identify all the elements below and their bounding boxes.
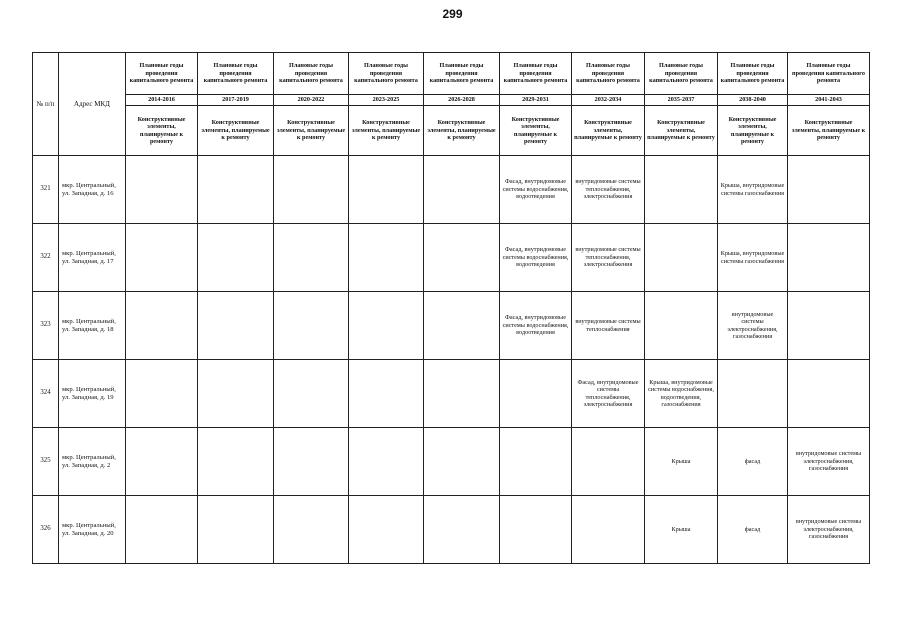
planned-works-cell — [126, 496, 198, 564]
planned-works-cell — [424, 428, 500, 496]
planned-works-cell: фасад — [718, 496, 788, 564]
period-elements: Конструктивные элементы, планируемые к ремонту — [500, 106, 572, 156]
planned-works-cell — [126, 428, 198, 496]
period-range: 2038-2040 — [718, 95, 788, 106]
planned-works-cell: Крыша, внутридомовые системы газоснабжения — [718, 156, 788, 224]
planned-works-cell — [572, 496, 645, 564]
planned-works-cell — [645, 156, 718, 224]
period-title: Плановые годы проведения капитального ремонта — [718, 53, 788, 95]
row-address: мкр. Центральный, ул. Западная, д. 16 — [59, 156, 126, 224]
period-title: Плановые годы проведения капитального ремонта — [126, 53, 198, 95]
planned-works-cell — [274, 360, 349, 428]
planned-works-cell — [718, 360, 788, 428]
row-number: 323 — [33, 292, 59, 360]
repair-plan-table — [32, 52, 870, 564]
planned-works-cell — [198, 156, 274, 224]
period-range: 2035-2037 — [645, 95, 718, 106]
planned-works-cell — [198, 428, 274, 496]
period-elements: Конструктивные элементы, планируемые к ремонту — [718, 106, 788, 156]
planned-works-cell — [424, 156, 500, 224]
planned-works-cell: Фасад, внутридомовые системы водоснабжения, водоотведения — [500, 156, 572, 224]
planned-works-cell — [126, 224, 198, 292]
row-number: 325 — [33, 428, 59, 496]
planned-works-cell: Крыша, внутридомовые системы водоснабжения, водоотведения, газоснабжения — [645, 360, 718, 428]
planned-works-cell: внутридомовые системы электроснабжения, газоснабжения — [718, 292, 788, 360]
planned-works-cell: внутридомовые системы электроснабжения, газоснабжения — [788, 428, 870, 496]
period-elements: Конструктивные элементы, планируемые к ремонту — [126, 106, 198, 156]
planned-works-cell: Крыша, внутридомовые системы газоснабжения — [718, 224, 788, 292]
header-row-years — [33, 53, 870, 95]
row-address: мкр. Центральный, ул. Западная, д. 19 — [59, 360, 126, 428]
period-elements: Конструктивные элементы, планируемые к ремонту — [274, 106, 349, 156]
address-column-header: Адрес МКД — [59, 53, 126, 156]
planned-works-cell — [198, 496, 274, 564]
planned-works-cell: Крыша — [645, 496, 718, 564]
period-range: 2041-2043 — [788, 95, 870, 106]
planned-works-cell: Фасад, внутридомовые системы водоснабжения, водоотведения — [500, 224, 572, 292]
planned-works-cell: внутридомовые системы электроснабжения, газоснабжения — [788, 496, 870, 564]
planned-works-cell — [424, 496, 500, 564]
row-address: мкр. Центральный, ул. Западная, д. 20 — [59, 496, 126, 564]
planned-works-cell — [500, 360, 572, 428]
planned-works-cell — [126, 360, 198, 428]
period-elements: Конструктивные элементы, планируемые к ремонту — [645, 106, 718, 156]
period-elements: Конструктивные элементы, планируемые к ремонту — [788, 106, 870, 156]
planned-works-cell — [274, 292, 349, 360]
row-number: 322 — [33, 224, 59, 292]
period-range: 2023-2025 — [349, 95, 424, 106]
row-address: мкр. Центральный, ул. Западная, д. 17 — [59, 224, 126, 292]
period-title: Плановые годы проведения капитального ремонта — [424, 53, 500, 95]
period-title: Плановые годы проведения капитального ремонта — [645, 53, 718, 95]
period-range: 2017-2019 — [198, 95, 274, 106]
row-number: 324 — [33, 360, 59, 428]
planned-works-cell — [274, 224, 349, 292]
planned-works-cell — [500, 496, 572, 564]
planned-works-cell — [198, 292, 274, 360]
planned-works-cell: фасад — [718, 428, 788, 496]
period-range: 2026-2028 — [424, 95, 500, 106]
period-range: 2014-2016 — [126, 95, 198, 106]
planned-works-cell — [788, 292, 870, 360]
period-title: Плановые годы проведения капитального ремонта — [500, 53, 572, 95]
planned-works-cell: Фасад, внутридомовые системы водоснабжения, водоотведения — [500, 292, 572, 360]
period-title: Плановые годы проведения капитального ремонта — [274, 53, 349, 95]
planned-works-cell — [274, 156, 349, 224]
planned-works-cell — [788, 360, 870, 428]
table-row — [33, 156, 870, 224]
period-range: 2029-2031 — [500, 95, 572, 106]
planned-works-cell — [788, 156, 870, 224]
number-column-header: № п/п — [33, 53, 59, 156]
planned-works-cell — [500, 428, 572, 496]
period-range: 2020-2022 — [274, 95, 349, 106]
table-row — [33, 360, 870, 428]
period-elements: Конструктивные элементы, планируемые к ремонту — [572, 106, 645, 156]
planned-works-cell — [349, 224, 424, 292]
planned-works-cell — [788, 224, 870, 292]
planned-works-cell — [349, 496, 424, 564]
planned-works-cell — [349, 428, 424, 496]
planned-works-cell: Крыша — [645, 428, 718, 496]
planned-works-cell — [198, 360, 274, 428]
planned-works-cell — [198, 224, 274, 292]
row-address: мкр. Центральный, ул. Западная, д. 18 — [59, 292, 126, 360]
planned-works-cell — [274, 496, 349, 564]
row-number: 321 — [33, 156, 59, 224]
header-row-elements — [33, 106, 870, 156]
planned-works-cell — [645, 224, 718, 292]
planned-works-cell — [349, 292, 424, 360]
table-row — [33, 292, 870, 360]
period-elements: Конструктивные элементы, планируемые к ремонту — [424, 106, 500, 156]
planned-works-cell — [126, 156, 198, 224]
planned-works-cell — [274, 428, 349, 496]
planned-works-cell — [424, 224, 500, 292]
row-number: 326 — [33, 496, 59, 564]
period-title: Плановые годы проведения капитального ремонта — [349, 53, 424, 95]
planned-works-cell: внутридомовые системы теплоснабжения, электроснабжения — [572, 156, 645, 224]
period-title: Плановые годы проведения капитального ремонта — [788, 53, 870, 95]
period-elements: Конструктивные элементы, планируемые к ремонту — [349, 106, 424, 156]
table-row — [33, 496, 870, 564]
planned-works-cell — [645, 292, 718, 360]
page-number: 299 — [442, 7, 463, 21]
table-body — [33, 156, 870, 564]
period-elements: Конструктивные элементы, планируемые к ремонту — [198, 106, 274, 156]
planned-works-cell — [424, 292, 500, 360]
period-title: Плановые годы проведения капитального ремонта — [572, 53, 645, 95]
planned-works-cell — [349, 360, 424, 428]
planned-works-cell — [349, 156, 424, 224]
planned-works-cell: Фасад, внутридомовые системы теплоснабжения, электроснабжения — [572, 360, 645, 428]
planned-works-cell — [126, 292, 198, 360]
planned-works-cell — [424, 360, 500, 428]
planned-works-cell — [572, 428, 645, 496]
table-row — [33, 224, 870, 292]
planned-works-cell: внутридомовые системы теплоснабжения — [572, 292, 645, 360]
header-row-ranges — [33, 95, 870, 106]
table-row — [33, 428, 870, 496]
planned-works-cell: внутридомовые системы теплоснабжения, электроснабжения — [572, 224, 645, 292]
row-address: мкр. Центральный, ул. Западная, д. 2 — [59, 428, 126, 496]
period-title: Плановые годы проведения капитального ремонта — [198, 53, 274, 95]
period-range: 2032-2034 — [572, 95, 645, 106]
